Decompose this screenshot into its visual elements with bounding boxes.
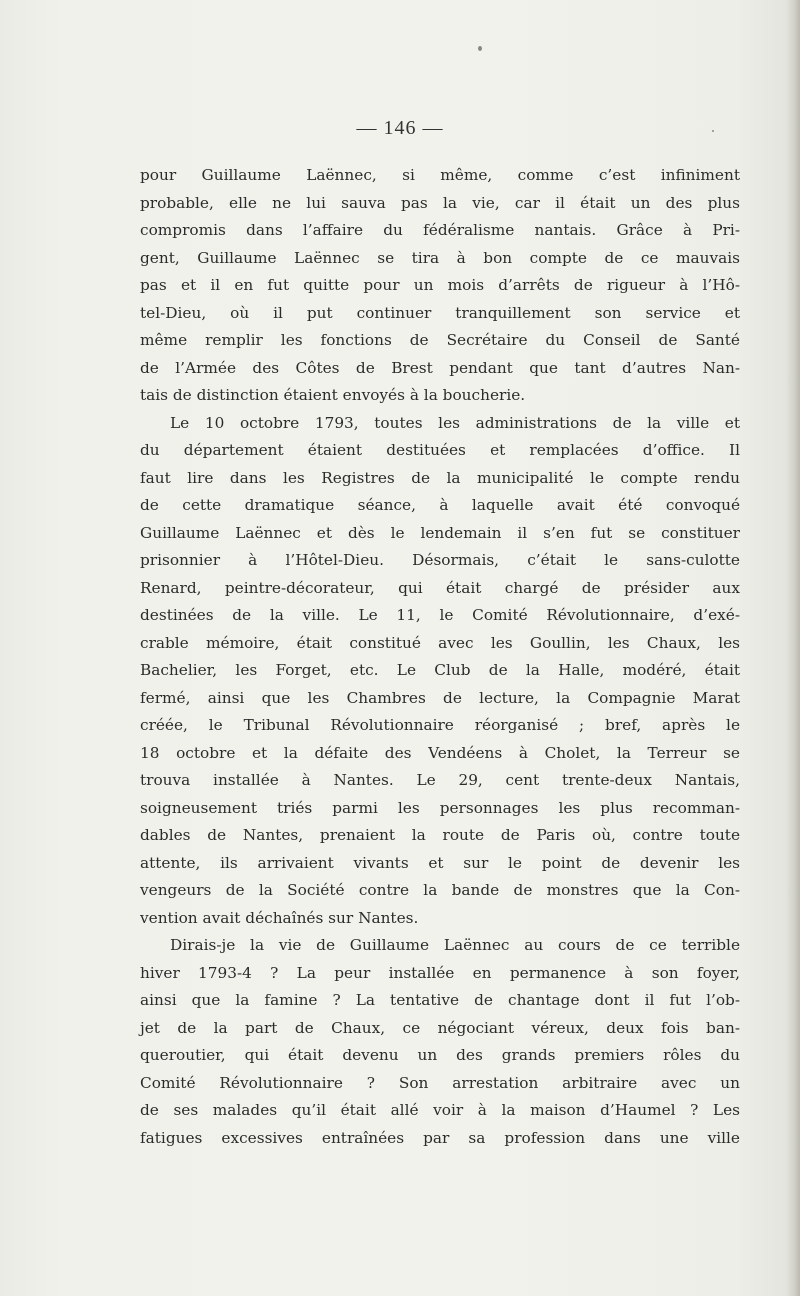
text-line: soigneusement triés parmi les personnages les plus recomman- bbox=[140, 798, 740, 817]
text-line: 18 octobre et la défaite des Vendéens à Cholet, la Terreur se bbox=[140, 743, 740, 762]
text-line: dables de Nantes, prenaient la route de Paris où, contre toute bbox=[140, 826, 740, 844]
text-line: trouva installée à Nantes. Le 29, cent trente-deux Nantais, bbox=[140, 771, 740, 789]
paragraph-start-line: Le 10 octobre 1793, toutes les administrations de la ville et bbox=[170, 413, 740, 432]
text-line: compromis dans l’affaire du fédéralisme nantais. Grâce à Pri- bbox=[140, 221, 740, 239]
text-line: destinées de la ville. Le 11, le Comité Révolutionnaire, d’exé- bbox=[140, 606, 740, 624]
body-text bbox=[140, 162, 740, 1152]
text-line: ainsi que la famine ? La tentative de chantage dont il fut l’ob- bbox=[140, 991, 740, 1009]
text-line: jet de la part de Chaux, ce négociant véreux, deux fois ban- bbox=[140, 1018, 740, 1037]
text-line: faut lire dans les Registres de la municipalité le compte rendu bbox=[140, 468, 740, 487]
text-line: vengeurs de la Société contre la bande de monstres que la Con- bbox=[140, 881, 740, 899]
text-line: pour Guillaume Laënnec, si même, comme c’est infiniment bbox=[140, 166, 740, 184]
text-line: Renard, peintre-décorateur, qui était chargé de présider aux bbox=[140, 578, 740, 597]
text-line: même remplir les fonctions de Secrétaire du Conseil de Santé bbox=[140, 331, 740, 349]
text-line: fermé, ainsi que les Chambres de lecture, la Compagnie Marat bbox=[140, 688, 740, 707]
text-line: de l’Armée des Côtes de Brest pendant que tant d’autres Nan- bbox=[140, 358, 740, 377]
text-line: queroutier, qui était devenu un des grands premiers rôles du bbox=[140, 1046, 740, 1064]
text-line: probable, elle ne lui sauva pas la vie, car il était un des plus bbox=[140, 193, 740, 212]
text-line: tais de distinction étaient envoyés à la boucherie. bbox=[140, 386, 526, 404]
text-line: Comité Révolutionnaire ? Son arrestation arbitraire avec un bbox=[140, 1073, 740, 1092]
text-line: vention avait déchaînés sur Nantes. bbox=[140, 908, 419, 927]
text-line: attente, ils arrivaient vivants et sur le point de devenir les bbox=[140, 853, 740, 872]
page-edge-shadow bbox=[786, 0, 800, 1296]
text-line: fatigues excessives entraînées par sa profession dans une ville bbox=[140, 1128, 740, 1147]
page-number: — 146 — bbox=[356, 117, 444, 139]
text-line: Bachelier, les Forget, etc. Le Club de la Halle, modéré, était bbox=[140, 661, 740, 679]
paragraph-start-line: Dirais-je la vie de Guillaume Laënnec au cours de ce terrible bbox=[170, 936, 740, 954]
text-line: Guillaume Laënnec et dès le lendemain il s’en fut se constituer bbox=[140, 523, 740, 542]
ink-speck bbox=[478, 46, 482, 51]
text-line: gent, Guillaume Laënnec se tira à bon compte de ce mauvais bbox=[140, 248, 740, 267]
text-line: du département étaient destituées et remplacées d’office. Il bbox=[140, 441, 740, 459]
text-line: pas et il en fut quitte pour un mois d’arrêts de rigueur à l’Hô- bbox=[140, 276, 740, 294]
text-line: hiver 1793-4 ? La peur installée en permanence à son foyer, bbox=[140, 963, 740, 982]
text-line: tel-Dieu, où il put continuer tranquillement son service et bbox=[140, 303, 740, 322]
text-line: de ses malades qu’il était allé voir à la maison d’Haumel ? Les bbox=[140, 1101, 740, 1119]
text-line: crable mémoire, était constitué avec les Goullin, les Chaux, les bbox=[140, 633, 740, 652]
text-line: de cette dramatique séance, à laquelle avait été convoqué bbox=[140, 496, 740, 514]
text-line: prisonnier à l’Hôtel-Dieu. Désormais, c’était le sans-culotte bbox=[140, 551, 740, 569]
text-line: créée, le Tribunal Révolutionnaire réorganisé ; bref, après le bbox=[140, 716, 740, 734]
